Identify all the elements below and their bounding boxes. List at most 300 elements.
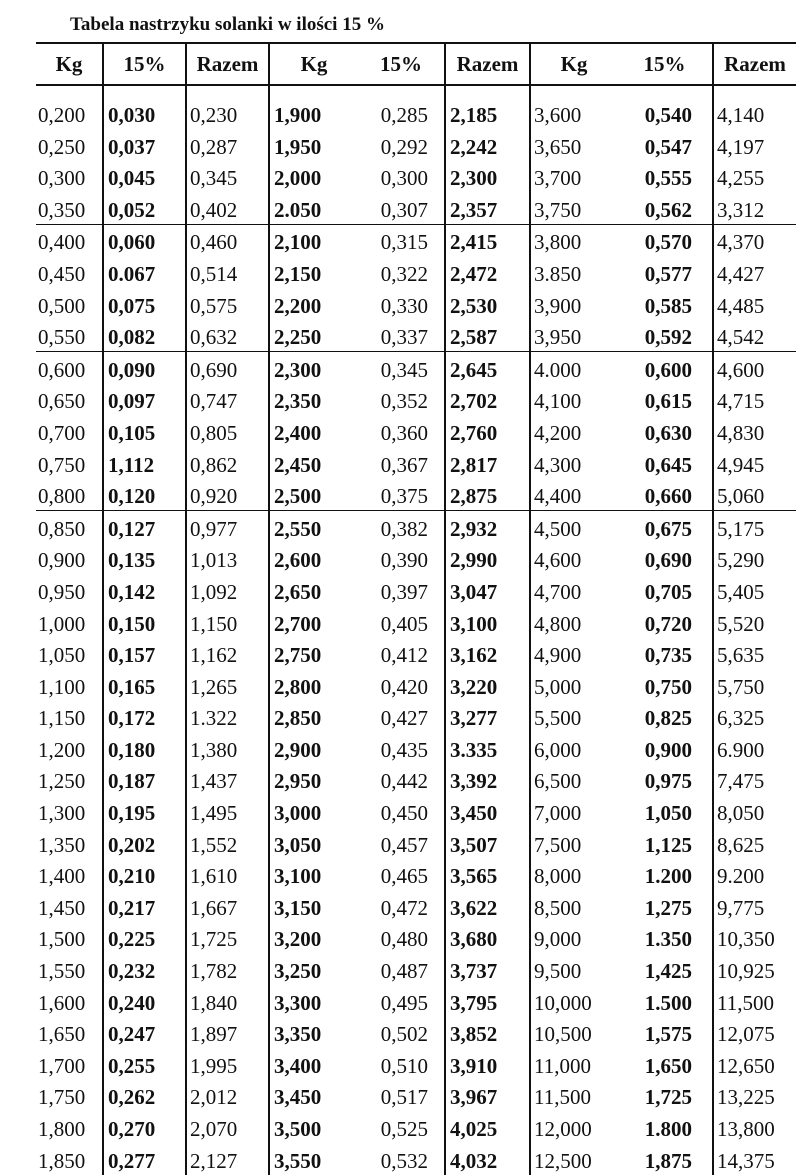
- cell-kg: 2,150: [269, 256, 358, 288]
- cell-kg: 1,450: [38, 895, 86, 920]
- table-row: [36, 447, 796, 479]
- cell-kg: 3,700: [530, 161, 617, 193]
- col-header-15pct: 15%: [617, 43, 713, 85]
- cell-15pct: 0,502: [380, 1022, 428, 1047]
- table-row: [36, 85, 796, 129]
- cell-kg: 1,050: [38, 643, 86, 668]
- cell-razem: 0,632: [186, 320, 269, 352]
- cell-razem: 1,610: [186, 859, 269, 891]
- cell-razem: 6.900: [713, 732, 796, 764]
- cell-15pct: 0,382: [358, 511, 445, 543]
- cell-kg: 3.850: [530, 256, 617, 288]
- cell-kg: 3,100: [269, 859, 358, 891]
- cell-kg: 7,500: [530, 827, 617, 859]
- cell-kg: 1,600: [38, 990, 86, 1015]
- cell-15pct: 0,180: [103, 732, 186, 764]
- cell-razem: 1,092: [186, 574, 269, 606]
- cell-15pct: 0,480: [380, 927, 428, 952]
- table-row: [36, 1111, 796, 1143]
- table-row: [36, 1048, 796, 1080]
- cell-15pct: 0,195: [103, 795, 186, 827]
- cell-15pct: 0,075: [103, 288, 186, 320]
- cell-kg: 4,300: [530, 447, 617, 479]
- cell-kg: 8,500: [530, 890, 617, 922]
- cell-razem: 3,220: [445, 669, 530, 701]
- cell-15pct: 1.800: [644, 1117, 692, 1141]
- cell-15pct: 0,247: [103, 1017, 186, 1049]
- cell-15pct: 0,630: [644, 420, 692, 445]
- col-header-razem: Razem: [713, 43, 796, 85]
- cell-15pct: 0,202: [103, 827, 186, 859]
- table-row: [36, 543, 796, 575]
- cell-razem: 6,325: [713, 701, 796, 733]
- cell-kg: 9,500: [530, 953, 617, 985]
- cell-15pct: 0,450: [380, 801, 428, 826]
- cell-kg: 3,550: [269, 1143, 358, 1175]
- cell-kg: 6,500: [530, 764, 617, 796]
- cell-15pct: 0,540: [644, 103, 692, 127]
- cell-razem: 4,255: [713, 161, 796, 193]
- cell-15pct: 0,465: [380, 864, 428, 889]
- cell-15pct: 0,720: [644, 611, 692, 636]
- cell-razem: 4,427: [713, 256, 796, 288]
- cell-15pct: 0,975: [644, 769, 692, 794]
- table-row: [36, 859, 796, 891]
- cell-15pct: 1,275: [644, 895, 692, 920]
- cell-15pct: 1,050: [644, 801, 692, 826]
- cell-15pct: 0,517: [380, 1085, 428, 1110]
- cell-15pct: 0,825: [644, 706, 692, 731]
- cell-razem: 4,830: [713, 415, 796, 447]
- cell-kg: 2,700: [269, 606, 358, 638]
- table-row: [36, 1080, 796, 1112]
- cell-razem: 13,800: [713, 1111, 796, 1143]
- cell-razem: 1,495: [186, 795, 269, 827]
- cell-15pct: 0,330: [380, 293, 428, 318]
- cell-razem: 0,230: [186, 85, 269, 129]
- cell-razem: 1,725: [186, 922, 269, 954]
- cell-15pct: 0,577: [644, 261, 692, 286]
- cell-razem: 1,897: [186, 1017, 269, 1049]
- cell-kg: 1,000: [38, 611, 86, 636]
- cell-15pct: 0,285: [380, 103, 428, 127]
- cell-razem: 1,995: [186, 1048, 269, 1080]
- cell-kg: 2,950: [269, 764, 358, 796]
- cell-kg: 0,550: [38, 325, 86, 350]
- cell-razem: 1,667: [186, 890, 269, 922]
- cell-kg: 2,300: [269, 352, 358, 384]
- cell-15pct: 0,127: [103, 511, 186, 543]
- cell-razem: 14,375: [713, 1143, 796, 1175]
- cell-razem: 7,475: [713, 764, 796, 796]
- cell-kg: 4.000: [530, 352, 617, 384]
- cell-kg: 0,300: [38, 166, 86, 191]
- cell-kg: 3,900: [530, 288, 617, 320]
- cell-kg: 2,900: [269, 732, 358, 764]
- cell-razem: 0,920: [186, 479, 269, 511]
- cell-razem: 3,277: [445, 701, 530, 733]
- cell-razem: 3,852: [445, 1017, 530, 1049]
- cell-razem: 2,817: [445, 447, 530, 479]
- cell-kg: 0,600: [36, 352, 103, 384]
- cell-15pct: 0,412: [380, 643, 428, 668]
- cell-15pct: 0,472: [380, 895, 428, 920]
- cell-razem: 4,370: [713, 224, 796, 256]
- cell-15pct: 1,725: [644, 1085, 692, 1110]
- cell-kg: 5,500: [530, 701, 617, 733]
- cell-kg: 4,600: [530, 543, 617, 575]
- cell-15pct: 0,427: [380, 706, 428, 731]
- cell-razem: 2,300: [445, 161, 530, 193]
- cell-razem: 1,437: [186, 764, 269, 796]
- cell-kg: 2,750: [269, 638, 358, 670]
- cell-kg: 1,150: [38, 706, 86, 731]
- cell-15pct: 0,165: [103, 669, 186, 701]
- cell-kg: 4,400: [530, 479, 617, 511]
- table-row: [36, 764, 796, 796]
- cell-razem: 3,795: [445, 985, 530, 1017]
- cell-razem: 4,032: [445, 1143, 530, 1175]
- cell-15pct: 0,262: [103, 1080, 186, 1112]
- cell-kg: 1,300: [38, 801, 86, 826]
- cell-kg: 4,800: [530, 606, 617, 638]
- col-header-kg: Kg: [36, 43, 103, 85]
- cell-15pct: 0,900: [644, 737, 692, 762]
- table-row: [36, 161, 796, 193]
- cell-kg: 12,500: [530, 1143, 617, 1175]
- cell-15pct: 1,650: [644, 1053, 692, 1078]
- cell-razem: 2,012: [186, 1080, 269, 1112]
- cell-15pct: 0,397: [380, 579, 428, 604]
- cell-15pct: 0,097: [103, 384, 186, 416]
- cell-15pct: 0,420: [380, 674, 428, 699]
- cell-15pct: 0,375: [380, 484, 428, 509]
- table-row: [36, 732, 796, 764]
- cell-15pct: 0,660: [644, 484, 692, 509]
- cell-razem: 4,197: [713, 129, 796, 161]
- cell-razem: 2,645: [445, 352, 530, 384]
- cell-razem: 4,485: [713, 288, 796, 320]
- cell-razem: 3,910: [445, 1048, 530, 1080]
- cell-razem: 5,635: [713, 638, 796, 670]
- cell-kg: 11,500: [530, 1080, 617, 1112]
- cell-razem: 8,625: [713, 827, 796, 859]
- cell-razem: 2,415: [445, 224, 530, 256]
- cell-15pct: 0,270: [103, 1111, 186, 1143]
- cell-kg: 3,950: [530, 320, 617, 352]
- cell-kg: 1,550: [38, 959, 86, 984]
- cell-kg: 2,400: [269, 415, 358, 447]
- table-row: [36, 129, 796, 161]
- cell-kg: 2,000: [269, 161, 358, 193]
- cell-15pct: 1,125: [644, 832, 692, 857]
- cell-kg: 5,000: [530, 669, 617, 701]
- cell-kg: 2,500: [269, 479, 358, 511]
- cell-15pct: 0,157: [103, 638, 186, 670]
- cell-razem: 3,047: [445, 574, 530, 606]
- cell-kg: 0,350: [38, 197, 86, 222]
- cell-razem: 4,600: [713, 352, 796, 384]
- cell-15pct: 0,592: [644, 325, 692, 350]
- cell-razem: 5,290: [713, 543, 796, 575]
- cell-15pct: 1,425: [644, 959, 692, 984]
- cell-kg: 3,800: [530, 224, 617, 256]
- table-row: [36, 701, 796, 733]
- cell-razem: 3,680: [445, 922, 530, 954]
- table-row: [36, 953, 796, 985]
- cell-15pct: 0,570: [617, 224, 713, 256]
- cell-kg: 2,550: [269, 511, 358, 543]
- cell-15pct: 0,150: [103, 606, 186, 638]
- cell-razem: 2,127: [186, 1143, 269, 1175]
- cell-razem: 3.335: [445, 732, 530, 764]
- cell-15pct: 0,525: [380, 1117, 428, 1141]
- cell-15pct: 0,135: [103, 543, 186, 575]
- table-row: [36, 288, 796, 320]
- cell-razem: 0,977: [186, 511, 269, 543]
- cell-kg: 0,450: [38, 261, 86, 286]
- cell-kg: 0,950: [38, 579, 86, 604]
- cell-kg: 2,600: [269, 543, 358, 575]
- cell-kg: 3,350: [269, 1017, 358, 1049]
- cell-kg: 2,450: [269, 447, 358, 479]
- cell-razem: 8,050: [713, 795, 796, 827]
- cell-15pct: 0,292: [380, 134, 428, 159]
- cell-razem: 2,530: [445, 288, 530, 320]
- cell-kg: 3,250: [269, 953, 358, 985]
- cell-kg: 3,650: [530, 129, 617, 161]
- col-header-razem: Razem: [186, 43, 269, 85]
- cell-kg: 3,300: [269, 985, 358, 1017]
- cell-kg: 0,400: [36, 224, 103, 256]
- cell-razem: 12,650: [713, 1048, 796, 1080]
- cell-kg: 3,500: [269, 1111, 358, 1143]
- cell-15pct: 0,337: [380, 325, 428, 350]
- cell-kg: 11,000: [530, 1048, 617, 1080]
- cell-razem: 3,450: [445, 795, 530, 827]
- cell-razem: 3,507: [445, 827, 530, 859]
- cell-15pct: 1.500: [644, 990, 692, 1015]
- cell-razem: 2,932: [445, 511, 530, 543]
- cell-razem: 4,025: [445, 1111, 530, 1143]
- cell-kg: 8,000: [530, 859, 617, 891]
- cell-razem: 1,265: [186, 669, 269, 701]
- cell-razem: 1,162: [186, 638, 269, 670]
- table-row: [36, 384, 796, 416]
- col-header-15pct: 15%: [358, 43, 445, 85]
- cell-kg: 3,050: [269, 827, 358, 859]
- cell-15pct: 0,120: [103, 479, 186, 511]
- cell-razem: 12,075: [713, 1017, 796, 1049]
- cell-15pct: 0,487: [380, 959, 428, 984]
- cell-razem: 0,345: [186, 161, 269, 193]
- cell-15pct: 0,322: [380, 261, 428, 286]
- cell-kg: 2,250: [269, 320, 358, 352]
- cell-kg: 3,600: [530, 85, 617, 129]
- cell-kg: 2,650: [269, 574, 358, 606]
- cell-razem: 10,925: [713, 953, 796, 985]
- cell-15pct: 0,435: [380, 737, 428, 762]
- cell-kg: 1,400: [38, 864, 86, 889]
- cell-15pct: 1.200: [644, 864, 692, 889]
- table-row: [36, 224, 796, 256]
- cell-15pct: 0,232: [103, 953, 186, 985]
- cell-razem: 1,552: [186, 827, 269, 859]
- cell-razem: 2,070: [186, 1111, 269, 1143]
- table-row: [36, 1017, 796, 1049]
- cell-15pct: 0,495: [380, 990, 428, 1015]
- cell-razem: 0,460: [186, 224, 269, 256]
- cell-kg: 1,500: [38, 927, 86, 952]
- cell-razem: 0,287: [186, 129, 269, 161]
- cell-razem: 5,405: [713, 574, 796, 606]
- cell-15pct: 0,225: [103, 922, 186, 954]
- cell-kg: 2,100: [269, 224, 358, 256]
- cell-kg: 1,650: [38, 1022, 86, 1047]
- cell-kg: 2,800: [269, 669, 358, 701]
- cell-kg: 7,000: [530, 795, 617, 827]
- cell-razem: 0,747: [186, 384, 269, 416]
- cell-kg: 1,750: [38, 1085, 86, 1110]
- table-row: [36, 192, 796, 224]
- cell-kg: 0,850: [36, 511, 103, 543]
- cell-15pct: 0,187: [103, 764, 186, 796]
- cell-razem: 0,862: [186, 447, 269, 479]
- cell-kg: 2,850: [269, 701, 358, 733]
- cell-razem: 4,542: [713, 320, 796, 352]
- cell-15pct: 0,510: [380, 1053, 428, 1078]
- cell-15pct: 0,345: [358, 352, 445, 384]
- table-row: [36, 479, 796, 511]
- cell-15pct: 0,750: [644, 674, 692, 699]
- cell-razem: 2,587: [445, 320, 530, 352]
- cell-kg: 1,700: [38, 1053, 86, 1078]
- cell-15pct: 0,675: [617, 511, 713, 543]
- cell-15pct: 0,555: [644, 166, 692, 191]
- col-header-15pct: 15%: [103, 43, 186, 85]
- cell-kg: 3,150: [269, 890, 358, 922]
- cell-kg: 3,000: [269, 795, 358, 827]
- cell-razem: 2,472: [445, 256, 530, 288]
- cell-razem: 2,242: [445, 129, 530, 161]
- cell-razem: 4,140: [713, 85, 796, 129]
- cell-15pct: 0,615: [644, 389, 692, 414]
- table-row: [36, 606, 796, 638]
- header-row: [36, 43, 796, 85]
- cell-15pct: 0,442: [380, 769, 428, 794]
- cell-15pct: 0,360: [380, 420, 428, 445]
- cell-razem: 5,060: [713, 479, 796, 511]
- cell-kg: 0,200: [38, 103, 86, 127]
- cell-razem: 0,575: [186, 288, 269, 320]
- cell-razem: 0,805: [186, 415, 269, 447]
- cell-razem: 3,100: [445, 606, 530, 638]
- table-body: [36, 85, 796, 1175]
- cell-kg: 9,000: [530, 922, 617, 954]
- cell-razem: 11,500: [713, 985, 796, 1017]
- cell-15pct: 0,532: [380, 1148, 428, 1173]
- cell-razem: 9.200: [713, 859, 796, 891]
- cell-15pct: 0,142: [103, 574, 186, 606]
- table-row: [36, 922, 796, 954]
- table-row: [36, 574, 796, 606]
- cell-15pct: 0,240: [103, 985, 186, 1017]
- col-header-razem: Razem: [445, 43, 530, 85]
- cell-razem: 3,967: [445, 1080, 530, 1112]
- cell-kg: 0,800: [38, 484, 86, 509]
- cell-15pct: 0,367: [380, 452, 428, 477]
- cell-kg: 3,450: [269, 1080, 358, 1112]
- cell-razem: 0,690: [186, 352, 269, 384]
- table-row: [36, 638, 796, 670]
- cell-15pct: 0,690: [644, 548, 692, 573]
- cell-razem: 2,357: [445, 192, 530, 224]
- cell-15pct: 0,735: [644, 643, 692, 668]
- cell-razem: 3,622: [445, 890, 530, 922]
- cell-razem: 3,392: [445, 764, 530, 796]
- cell-razem: 3,312: [713, 192, 796, 224]
- cell-razem: 1,840: [186, 985, 269, 1017]
- cell-15pct: 0,585: [644, 293, 692, 318]
- cell-kg: 2,200: [269, 288, 358, 320]
- cell-kg: 1,950: [269, 129, 358, 161]
- cell-15pct: 0,645: [644, 452, 692, 477]
- cell-kg: 2.050: [269, 192, 358, 224]
- cell-kg: 0,500: [38, 293, 86, 318]
- cell-kg: 4,100: [530, 384, 617, 416]
- cell-15pct: 0,217: [103, 890, 186, 922]
- cell-kg: 1,100: [38, 674, 86, 699]
- cell-kg: 1,200: [38, 737, 86, 762]
- cell-kg: 0,750: [38, 452, 86, 477]
- cell-kg: 4,500: [530, 511, 617, 543]
- table-row: [36, 1143, 796, 1175]
- cell-15pct: 0,600: [617, 352, 713, 384]
- cell-15pct: 0,037: [103, 129, 186, 161]
- cell-kg: 0,250: [38, 134, 86, 159]
- cell-razem: 0,402: [186, 192, 269, 224]
- cell-razem: 4,715: [713, 384, 796, 416]
- cell-kg: 4,900: [530, 638, 617, 670]
- cell-15pct: 0,390: [380, 548, 428, 573]
- cell-15pct: 0,547: [644, 134, 692, 159]
- cell-15pct: 0,045: [103, 161, 186, 193]
- cell-15pct: 0,307: [380, 197, 428, 222]
- table-row: [36, 352, 796, 384]
- cell-15pct: 0,105: [103, 415, 186, 447]
- cell-razem: 0,514: [186, 256, 269, 288]
- cell-kg: 2,350: [269, 384, 358, 416]
- cell-razem: 3,162: [445, 638, 530, 670]
- cell-kg: 0,700: [38, 420, 86, 445]
- cell-kg: 12,000: [530, 1111, 617, 1143]
- cell-razem: 10,350: [713, 922, 796, 954]
- table-row: [36, 669, 796, 701]
- cell-15pct: 1,575: [644, 1022, 692, 1047]
- cell-kg: 3,200: [269, 922, 358, 954]
- cell-kg: 1,250: [38, 769, 86, 794]
- cell-razem: 1,380: [186, 732, 269, 764]
- cell-15pct: 1,875: [644, 1148, 692, 1173]
- cell-15pct: 0,052: [103, 192, 186, 224]
- cell-razem: 2,875: [445, 479, 530, 511]
- table-row: [36, 985, 796, 1017]
- cell-razem: 2,702: [445, 384, 530, 416]
- cell-razem: 1,150: [186, 606, 269, 638]
- cell-razem: 4,945: [713, 447, 796, 479]
- cell-razem: 3,737: [445, 953, 530, 985]
- cell-kg: 10,500: [530, 1017, 617, 1049]
